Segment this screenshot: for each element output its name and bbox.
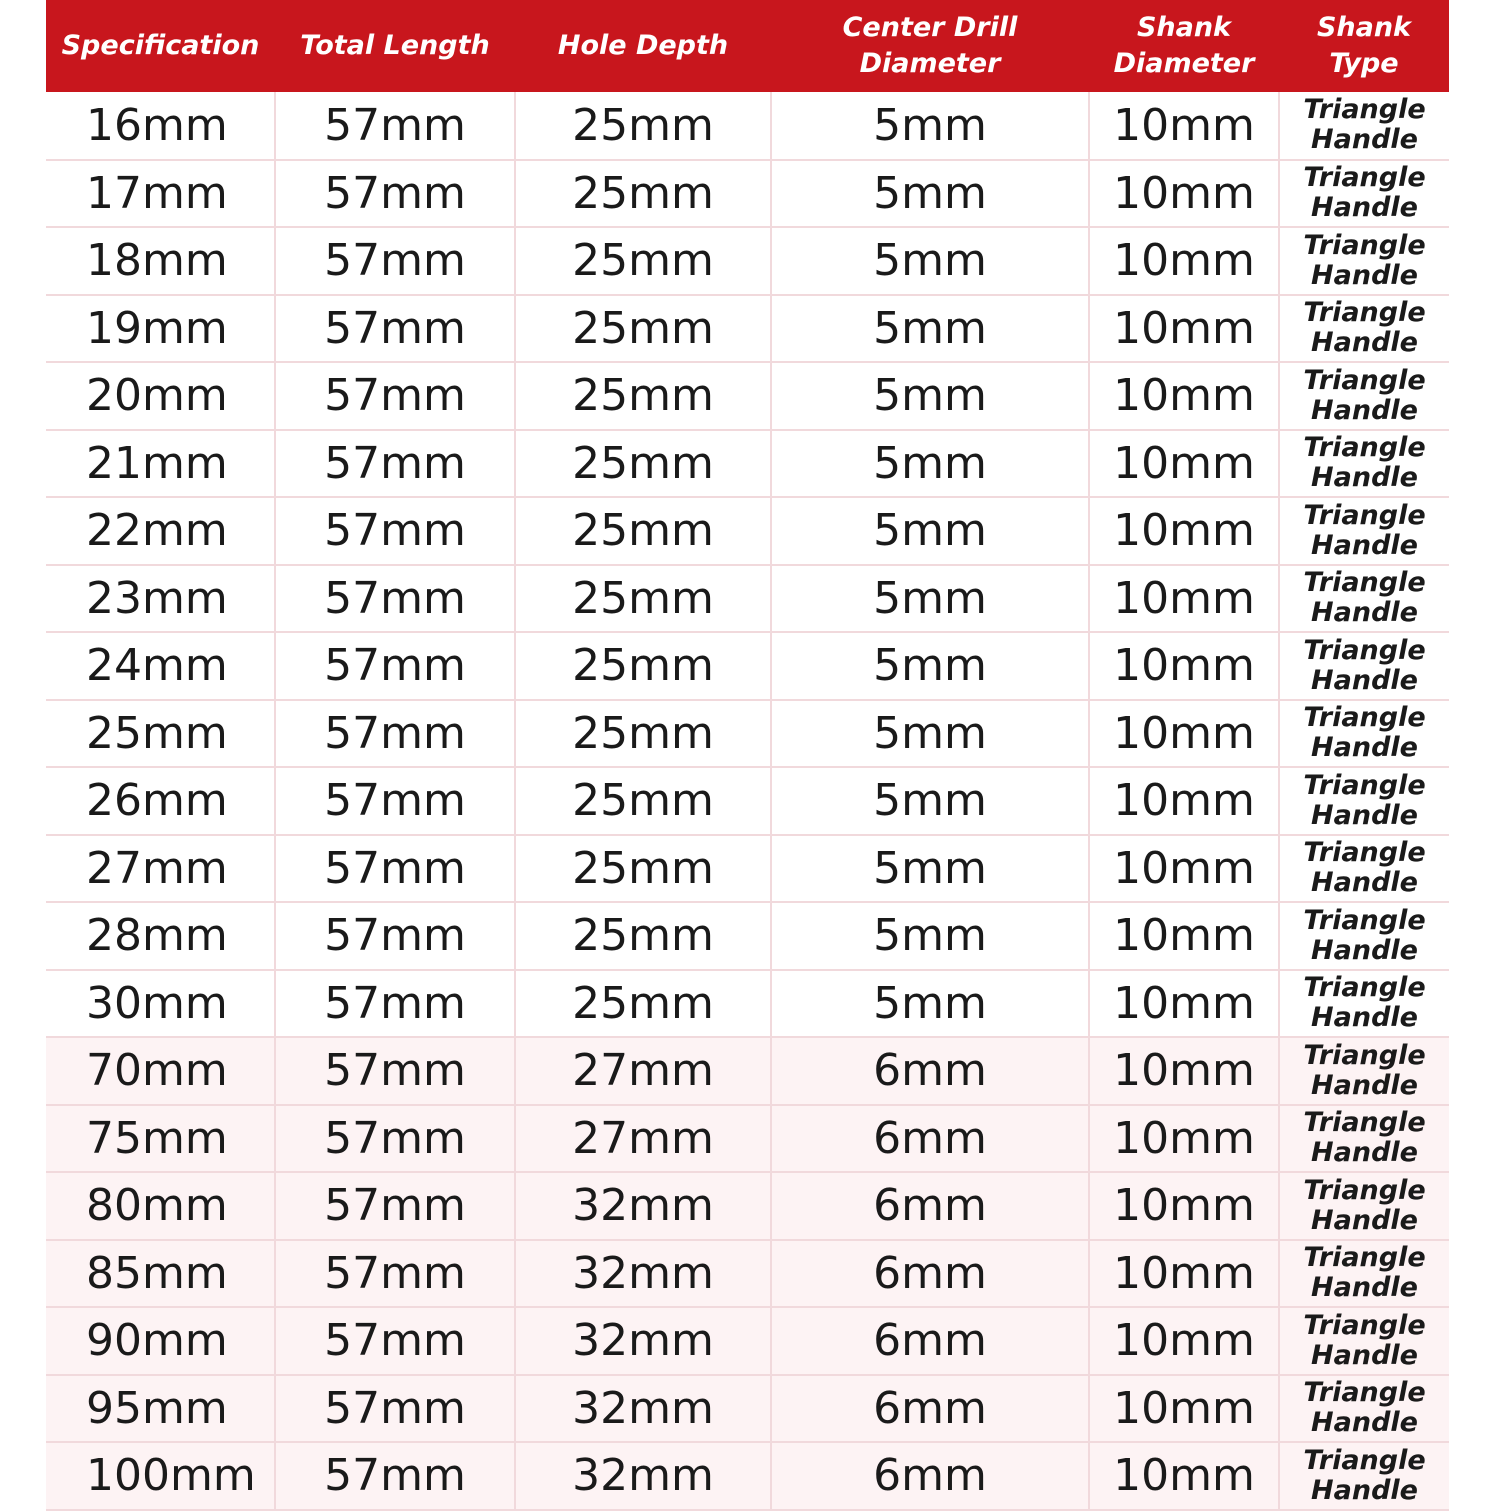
cell-shank-type: Triangle Handle	[1279, 767, 1449, 835]
cell-hole-depth: 27mm	[515, 1105, 771, 1173]
cell-shank-diameter: 10mm	[1089, 970, 1279, 1038]
cell-specification: 25mm	[46, 700, 275, 768]
table-row	[46, 160, 1449, 228]
cell-shank-type: Triangle Handle	[1279, 160, 1449, 228]
cell-shank-type: Triangle Handle	[1279, 1307, 1449, 1375]
table-row	[46, 1172, 1449, 1240]
cell-hole-depth: 25mm	[515, 902, 771, 970]
cell-specification: 19mm	[46, 295, 275, 363]
cell-hole-depth: 25mm	[515, 227, 771, 295]
table-row	[46, 1037, 1449, 1105]
table-row	[46, 970, 1449, 1038]
cell-total-length: 57mm	[275, 92, 515, 160]
cell-shank-type: Triangle Handle	[1279, 430, 1449, 498]
table-row	[46, 92, 1449, 160]
cell-hole-depth: 32mm	[515, 1240, 771, 1308]
cell-specification: 23mm	[46, 565, 275, 633]
cell-shank-type: Triangle Handle	[1279, 565, 1449, 633]
table-row	[46, 767, 1449, 835]
cell-total-length: 57mm	[275, 160, 515, 228]
cell-center-drill-diameter: 5mm	[771, 902, 1089, 970]
cell-hole-depth: 25mm	[515, 835, 771, 903]
table-header-row	[46, 0, 1449, 92]
cell-total-length: 57mm	[275, 497, 515, 565]
cell-total-length: 57mm	[275, 632, 515, 700]
cell-shank-diameter: 10mm	[1089, 1105, 1279, 1173]
cell-hole-depth: 25mm	[515, 632, 771, 700]
cell-specification: 26mm	[46, 767, 275, 835]
cell-center-drill-diameter: 5mm	[771, 295, 1089, 363]
cell-shank-type: Triangle Handle	[1279, 835, 1449, 903]
cell-total-length: 57mm	[275, 1307, 515, 1375]
table-row	[46, 700, 1449, 768]
cell-shank-diameter: 10mm	[1089, 227, 1279, 295]
cell-shank-type: Triangle Handle	[1279, 1240, 1449, 1308]
cell-total-length: 57mm	[275, 700, 515, 768]
cell-shank-diameter: 10mm	[1089, 362, 1279, 430]
cell-shank-diameter: 10mm	[1089, 430, 1279, 498]
cell-specification: 85mm	[46, 1240, 275, 1308]
cell-shank-diameter: 10mm	[1089, 1037, 1279, 1105]
cell-shank-diameter: 10mm	[1089, 160, 1279, 228]
cell-center-drill-diameter: 5mm	[771, 362, 1089, 430]
cell-shank-type: Triangle Handle	[1279, 92, 1449, 160]
cell-shank-type: Triangle Handle	[1279, 362, 1449, 430]
cell-center-drill-diameter: 5mm	[771, 970, 1089, 1038]
cell-total-length: 57mm	[275, 430, 515, 498]
cell-center-drill-diameter: 6mm	[771, 1105, 1089, 1173]
table-row	[46, 430, 1449, 498]
cell-shank-type: Triangle Handle	[1279, 632, 1449, 700]
cell-specification: 90mm	[46, 1307, 275, 1375]
cell-total-length: 57mm	[275, 902, 515, 970]
cell-hole-depth: 25mm	[515, 700, 771, 768]
cell-shank-type: Triangle Handle	[1279, 1172, 1449, 1240]
cell-center-drill-diameter: 6mm	[771, 1037, 1089, 1105]
cell-specification: 28mm	[46, 902, 275, 970]
cell-total-length: 57mm	[275, 227, 515, 295]
cell-total-length: 57mm	[275, 835, 515, 903]
cell-specification: 22mm	[46, 497, 275, 565]
cell-shank-type: Triangle Handle	[1279, 497, 1449, 565]
header-shank-diameter: Shank Diameter	[1089, 0, 1279, 92]
cell-hole-depth: 25mm	[515, 767, 771, 835]
header-specification: Specification	[46, 0, 275, 92]
cell-hole-depth: 32mm	[515, 1172, 771, 1240]
cell-hole-depth: 32mm	[515, 1442, 771, 1510]
cell-hole-depth: 27mm	[515, 1037, 771, 1105]
cell-shank-type: Triangle Handle	[1279, 1375, 1449, 1443]
cell-specification: 18mm	[46, 227, 275, 295]
cell-hole-depth: 25mm	[515, 362, 771, 430]
cell-specification: 16mm	[46, 92, 275, 160]
table-row	[46, 1307, 1449, 1375]
table-row	[46, 227, 1449, 295]
cell-hole-depth: 25mm	[515, 295, 771, 363]
cell-center-drill-diameter: 6mm	[771, 1442, 1089, 1510]
cell-total-length: 57mm	[275, 295, 515, 363]
cell-specification: 70mm	[46, 1037, 275, 1105]
cell-hole-depth: 25mm	[515, 160, 771, 228]
cell-hole-depth: 25mm	[515, 92, 771, 160]
cell-specification: 17mm	[46, 160, 275, 228]
cell-center-drill-diameter: 6mm	[771, 1307, 1089, 1375]
cell-center-drill-diameter: 5mm	[771, 497, 1089, 565]
cell-center-drill-diameter: 5mm	[771, 227, 1089, 295]
cell-shank-diameter: 10mm	[1089, 1442, 1279, 1510]
cell-center-drill-diameter: 5mm	[771, 565, 1089, 633]
cell-shank-diameter: 10mm	[1089, 1172, 1279, 1240]
cell-total-length: 57mm	[275, 565, 515, 633]
cell-shank-diameter: 10mm	[1089, 565, 1279, 633]
cell-specification: 80mm	[46, 1172, 275, 1240]
spec-table	[46, 0, 1449, 1511]
header-center-drill-diameter: Center Drill Diameter	[771, 0, 1089, 92]
cell-shank-diameter: 10mm	[1089, 1375, 1279, 1443]
table-row	[46, 835, 1449, 903]
cell-specification: 20mm	[46, 362, 275, 430]
cell-specification: 21mm	[46, 430, 275, 498]
cell-total-length: 57mm	[275, 1037, 515, 1105]
table-row	[46, 1375, 1449, 1443]
table-row	[46, 1442, 1449, 1510]
cell-total-length: 57mm	[275, 362, 515, 430]
cell-center-drill-diameter: 5mm	[771, 835, 1089, 903]
cell-hole-depth: 32mm	[515, 1375, 771, 1443]
header-total-length: Total Length	[275, 0, 515, 92]
cell-specification: 24mm	[46, 632, 275, 700]
table-row	[46, 902, 1449, 970]
cell-shank-type: Triangle Handle	[1279, 902, 1449, 970]
cell-shank-diameter: 10mm	[1089, 1307, 1279, 1375]
table-row	[46, 295, 1449, 363]
table-row	[46, 362, 1449, 430]
cell-shank-type: Triangle Handle	[1279, 295, 1449, 363]
cell-center-drill-diameter: 6mm	[771, 1375, 1089, 1443]
cell-specification: 30mm	[46, 970, 275, 1038]
cell-center-drill-diameter: 6mm	[771, 1172, 1089, 1240]
cell-center-drill-diameter: 5mm	[771, 430, 1089, 498]
cell-shank-type: Triangle Handle	[1279, 970, 1449, 1038]
cell-shank-type: Triangle Handle	[1279, 700, 1449, 768]
cell-shank-type: Triangle Handle	[1279, 1037, 1449, 1105]
cell-specification: 100mm	[46, 1442, 275, 1510]
cell-total-length: 57mm	[275, 970, 515, 1038]
cell-hole-depth: 25mm	[515, 970, 771, 1038]
cell-specification: 75mm	[46, 1105, 275, 1173]
cell-center-drill-diameter: 5mm	[771, 700, 1089, 768]
table-body	[46, 92, 1449, 1510]
cell-specification: 27mm	[46, 835, 275, 903]
cell-total-length: 57mm	[275, 1442, 515, 1510]
cell-specification: 95mm	[46, 1375, 275, 1443]
cell-shank-diameter: 10mm	[1089, 497, 1279, 565]
cell-hole-depth: 25mm	[515, 565, 771, 633]
cell-hole-depth: 32mm	[515, 1307, 771, 1375]
cell-shank-diameter: 10mm	[1089, 835, 1279, 903]
cell-hole-depth: 25mm	[515, 430, 771, 498]
cell-total-length: 57mm	[275, 1105, 515, 1173]
cell-center-drill-diameter: 6mm	[771, 1240, 1089, 1308]
table-row	[46, 565, 1449, 633]
cell-shank-diameter: 10mm	[1089, 632, 1279, 700]
header-shank-type: Shank Type	[1279, 0, 1449, 92]
cell-total-length: 57mm	[275, 1240, 515, 1308]
table-row	[46, 1105, 1449, 1173]
header-hole-depth: Hole Depth	[515, 0, 771, 92]
cell-center-drill-diameter: 5mm	[771, 92, 1089, 160]
cell-total-length: 57mm	[275, 1375, 515, 1443]
cell-total-length: 57mm	[275, 1172, 515, 1240]
table-row	[46, 1240, 1449, 1308]
cell-hole-depth: 25mm	[515, 497, 771, 565]
cell-total-length: 57mm	[275, 767, 515, 835]
cell-shank-type: Triangle Handle	[1279, 1442, 1449, 1510]
cell-shank-type: Triangle Handle	[1279, 227, 1449, 295]
cell-shank-type: Triangle Handle	[1279, 1105, 1449, 1173]
cell-shank-diameter: 10mm	[1089, 767, 1279, 835]
cell-center-drill-diameter: 5mm	[771, 632, 1089, 700]
cell-shank-diameter: 10mm	[1089, 295, 1279, 363]
cell-shank-diameter: 10mm	[1089, 902, 1279, 970]
table-row	[46, 497, 1449, 565]
cell-center-drill-diameter: 5mm	[771, 160, 1089, 228]
cell-shank-diameter: 10mm	[1089, 700, 1279, 768]
cell-shank-diameter: 10mm	[1089, 92, 1279, 160]
cell-center-drill-diameter: 5mm	[771, 767, 1089, 835]
table-row	[46, 632, 1449, 700]
cell-shank-diameter: 10mm	[1089, 1240, 1279, 1308]
